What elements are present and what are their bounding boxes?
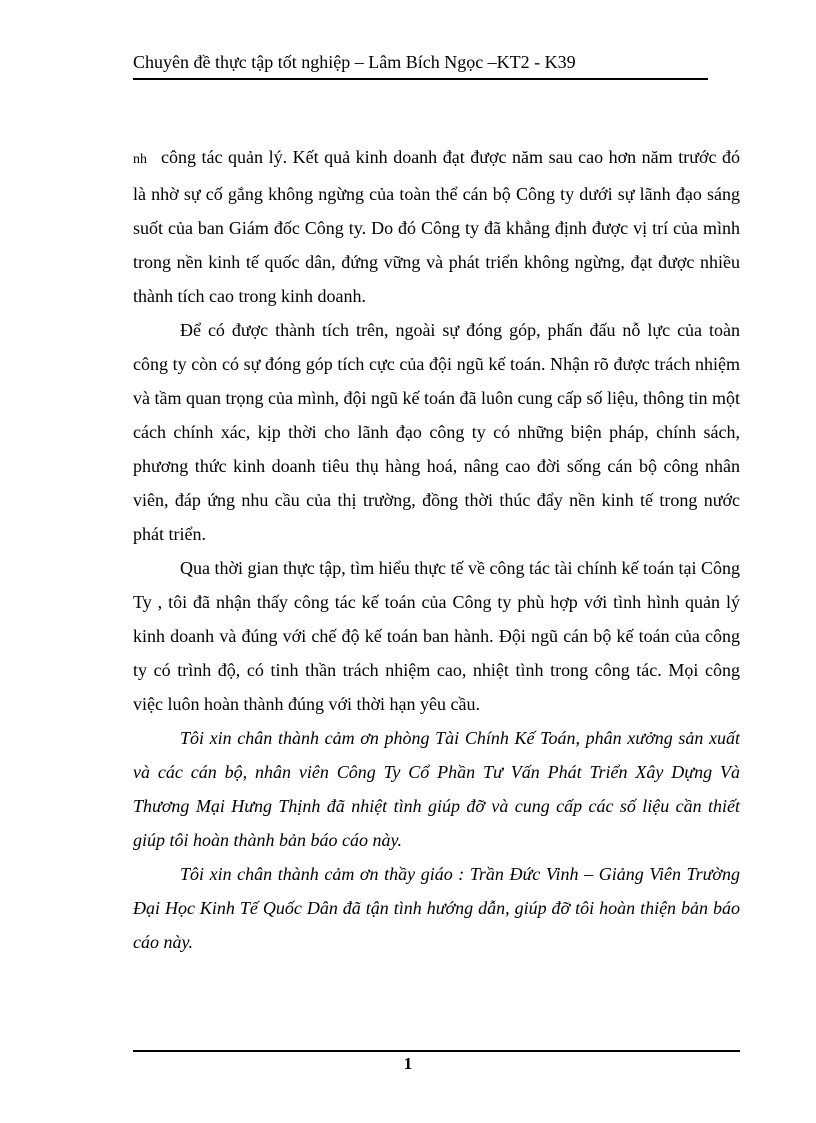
paragraph-3: Qua thời gian thực tập, tìm hiểu thực tế về công tác tài chính kế toán tại Công Ty , tôi đã nhận thấy công tác kế toán của Công ty phù hợp với tình hình quản lý kinh doanh và đúng với chế độ kế toán ban hành. Đội ngũ cán bộ kế toán của công ty có trình độ, có tinh thần trách nhiệm cao, nhiệt tình trong công tác. Mọi công việc luôn hoàn thành đúng với thời hạn yêu cầu. [133, 558, 740, 714]
header-title: Chuyên đề thực tập tốt nghiệp – Lâm Bích Ngọc –KT2 - K39 [133, 52, 576, 72]
page-number: 1 [403, 1054, 413, 1073]
paragraph-2: Để có được thành tích trên, ngoài sự đóng góp, phấn đấu nỗ lực của toàn công ty còn có sự đóng góp tích cực của đội ngũ kế toán. Nhận rõ được trách nhiệm và tầm quan trọng của mình, đội ngũ kế toán đã luôn cung cấp số liệu, thông tin một cách chính xác, kịp thời cho lãnh đạo công ty có những biện pháp, chính sách, phương thức kinh doanh tiêu thụ hàng hoá, nâng cao đời sống cán bộ công nhân viên, đáp ứng nhu cầu của thị trường, đồng thời thúc đẩy nền kinh tế trong nước phát triển. [133, 320, 740, 544]
body-text [133, 140, 740, 959]
paragraph-1 [133, 140, 740, 313]
paragraph-1-prefix: nh [133, 152, 147, 167]
paragraph-4-acknowledgement: Tôi xin chân thành cảm ơn phòng Tài Chính Kế Toán, phân xưởng sản xuất và các cán bộ, nhân viên Công Ty Cổ Phần Tư Vấn Phát Triển Xây Dựng Và Thương Mại Hưng Thịnh đã nhiệt tình giúp đỡ và cung cấp các số liệu cần thiết giúp tôi hoàn thành bản báo cáo này. [133, 728, 740, 850]
footer-divider [133, 1050, 740, 1052]
paragraph-1-text: công tác quản lý. Kết quả kinh doanh đạt được năm sau cao hơn năm trước đó là nhờ sự cố gắng không ngừng của toàn thể cán bộ Công ty dưới sự lãnh đạo sáng suốt của ban Giám đốc Công ty. Do đó Công ty đã khẳng định được vị trí của mình trong nền kinh tế quốc dân, đứng vững và phát triển không ngừng, đạt được nhiều thành tích cao trong kinh doanh. [133, 147, 740, 306]
page-header [133, 50, 708, 80]
paragraph-5-acknowledgement: Tôi xin chân thành cảm ơn thầy giáo : Trần Đức Vinh – Giảng Viên Trường Đại Học Kinh Tế Quốc Dân đã tận tình hướng dẫn, giúp đỡ tôi hoàn thiện bản báo cáo này. [133, 864, 740, 952]
